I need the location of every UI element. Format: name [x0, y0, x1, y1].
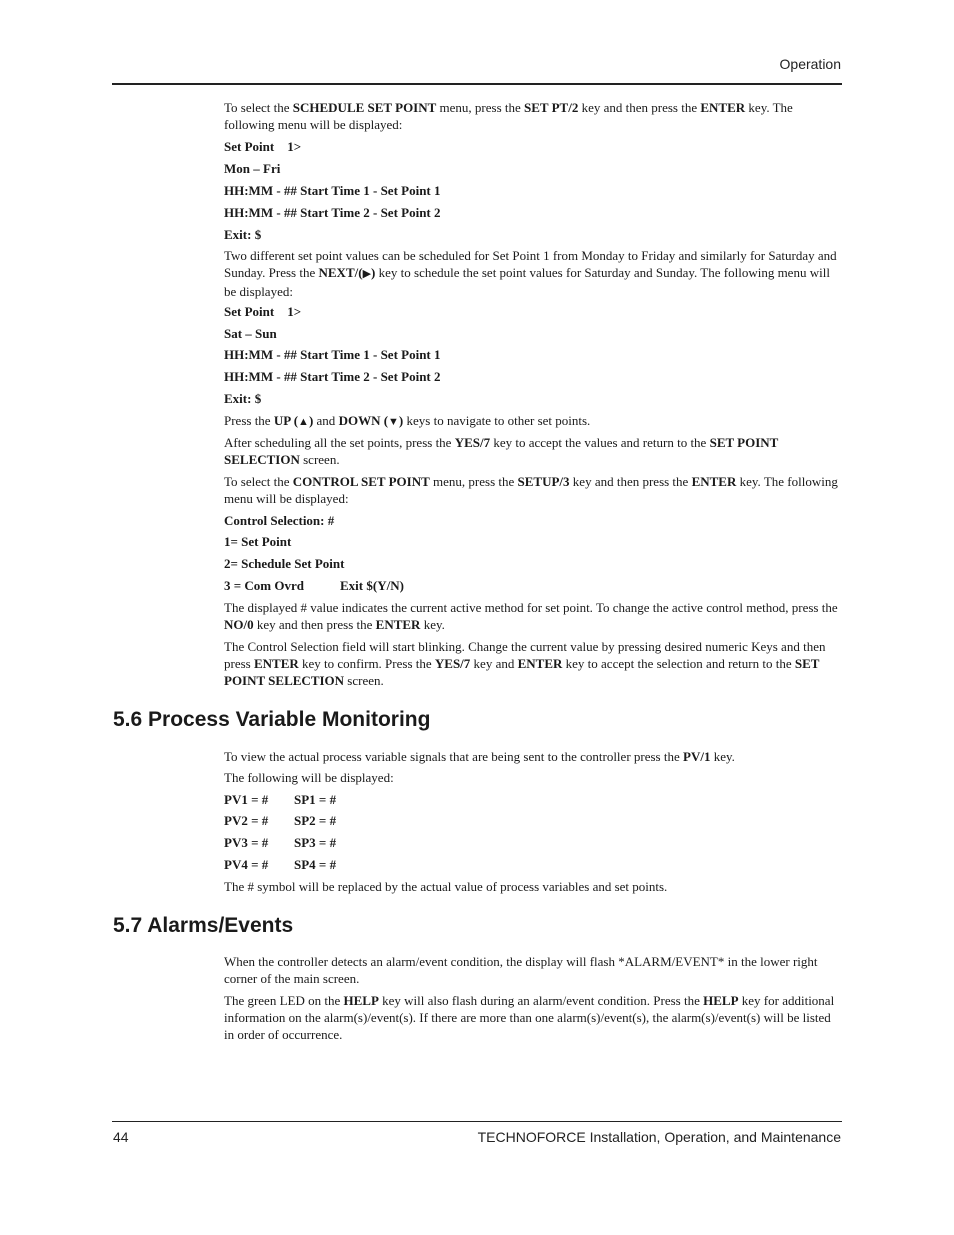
pv-value: PV2 = # [224, 813, 269, 828]
paragraph: To view the actual process variable signals that are being sent to the controller press the PV/1 key. [224, 749, 735, 764]
menu-line: Exit: $ [224, 391, 262, 406]
menu-line: Set Point 1> [224, 304, 302, 319]
running-header: Operation [779, 56, 841, 72]
menu-display-3 [224, 512, 844, 594]
sp-value: SP2 = # [294, 813, 337, 828]
menu-line: Set Point 1> [224, 139, 302, 154]
menu-line: Mon – Fri [224, 161, 281, 176]
menu-display-1 [224, 138, 844, 243]
menu-line: HH:MM - ## Start Time 2 - Set Point 2 [224, 369, 441, 384]
menu-line: 1= Set Point [224, 534, 292, 549]
right-triangle-icon: ▶ [362, 268, 372, 280]
paragraph: Press the UP (▲) and DOWN (▼) keys to navigate to other set points. [224, 413, 591, 428]
menu-line: Control Selection: # [224, 513, 335, 528]
menu-display-2 [224, 303, 844, 407]
menu-line: Exit: $ [224, 227, 262, 242]
paragraph: Two different set point values can be scheduled for Set Point 1 from Monday to Friday and similarly for Saturday and Sunday. Press the NEXT/(▶) key to schedule the set point values for Saturday and Sunday. The following menu will be displayed: [224, 248, 837, 299]
section-heading: 5.7 Alarms/Events [113, 914, 294, 937]
footer-rule [112, 1121, 842, 1122]
paragraph: The following will be displayed: [224, 770, 394, 785]
paragraph: To select the CONTROL SET POINT menu, press the SETUP/3 key and then press the ENTER key. The following menu will be displayed: [224, 474, 838, 506]
paragraph: When the controller detects an alarm/event condition, the display will flash *ALARM/EVENT* in the lower right corner of the main screen. [224, 954, 818, 986]
section-heading: 5.6 Process Variable Monitoring [113, 708, 431, 731]
menu-line: Exit $(Y/N) [340, 578, 404, 593]
paragraph: The displayed # value indicates the current active method for set point. To change the active control method, press the NO/0 key and then press the ENTER key. [224, 600, 838, 632]
pv-value: PV1 = # [224, 792, 269, 807]
up-triangle-icon: ▲ [298, 416, 309, 428]
paragraph: To select the SCHEDULE SET POINT menu, press the SET PT/2 key and then press the ENTER key. The following menu will be displayed: [224, 100, 793, 132]
sp-value: SP4 = # [294, 857, 337, 872]
sp-value: SP1 = # [294, 792, 337, 807]
pv-value: PV3 = # [224, 835, 269, 850]
header-rule [112, 83, 842, 85]
paragraph: The green LED on the HELP key will also flash during an alarm/event condition. Press the HELP key for additional information on the alarm(s)/event(s). If there are more than one alarm(s)/event(s), the alarm(s)/event(s) will be listed in order of occurrence. [224, 993, 835, 1042]
menu-line: HH:MM - ## Start Time 1 - Set Point 1 [224, 347, 441, 362]
menu-line: HH:MM - ## Start Time 2 - Set Point 2 [224, 205, 441, 220]
paragraph: The Control Selection field will start blinking. Change the current value by pressing desired numeric Keys and then press ENTER key to confirm. Press the YES/7 key and ENTER key to accept the selection and return to the SET POINT SELECTION screen. [224, 639, 826, 688]
footer-title: TECHNOFORCE Installation, Operation, and Maintenance [477, 1129, 841, 1145]
menu-line: HH:MM - ## Start Time 1 - Set Point 1 [224, 183, 441, 198]
schedule-set-point-block [224, 99, 844, 133]
paragraph: After scheduling all the set points, press the YES/7 key to accept the values and return to the SET POINT SELECTION screen. [224, 435, 779, 467]
page-number: 44 [113, 1129, 129, 1145]
pv-value: PV4 = # [224, 857, 269, 872]
down-triangle-icon: ▼ [388, 416, 399, 428]
menu-line: 2= Schedule Set Point [224, 556, 345, 571]
sp-value: SP3 = # [294, 835, 337, 850]
menu-line: 3 = Com Ovrd [224, 578, 304, 593]
menu-line: Sat – Sun [224, 326, 277, 341]
pv-sp-table [224, 791, 844, 873]
paragraph: The # symbol will be replaced by the actual value of process variables and set points. [224, 879, 668, 894]
